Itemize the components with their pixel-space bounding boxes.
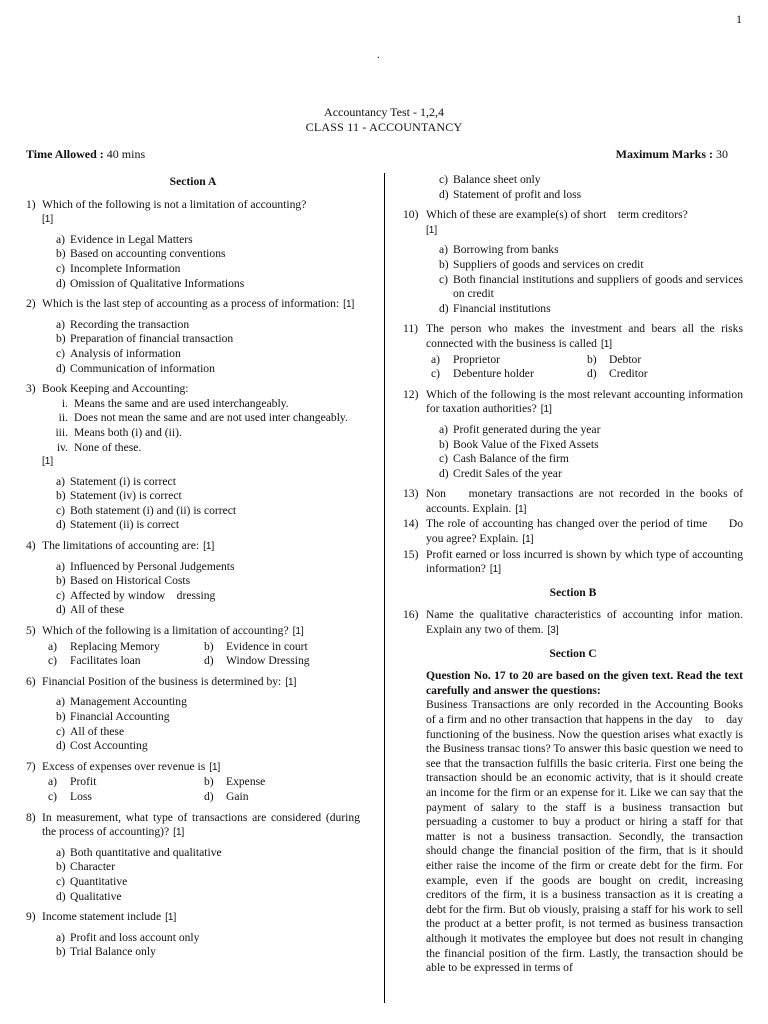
option [56,277,360,292]
option [56,574,360,589]
section-a-heading: Section A [169,175,217,188]
mark-label: [1] [489,564,502,576]
mark-label: [1] [292,626,304,638]
marks-label: Maximum Marks : [615,147,713,161]
option-label: c) [56,503,66,517]
options-list [56,695,360,753]
option-label: c) [48,789,58,803]
option [587,367,743,382]
option-text: Based on Historical Costs [70,574,191,588]
time-label: Time Allowed : [26,147,104,161]
option-label: a) [439,243,449,257]
question-number: 1) [26,197,36,211]
statement-list [30,397,360,455]
options-list-continued [439,173,743,202]
statement [30,426,360,441]
option-text: Statement (ii) is correct [70,518,180,532]
option [56,489,360,504]
option [439,302,743,317]
option-label: a) [56,474,66,488]
option-label: c) [56,724,66,738]
option-text: Profit [70,775,97,789]
option-text: Statement (i) is correct [70,474,176,488]
question-stem: Income statement include [42,910,162,924]
question-text: Book Keeping and Accounting: [42,382,189,396]
option-text: Statement (iv) is correct [70,489,182,503]
question-stem: Which of these are example(s) of short term creditors? [426,208,688,222]
option [56,332,360,347]
statement-label: ii. [58,411,68,425]
option-text: Financial institutions [453,301,551,315]
option-label: c) [56,261,66,275]
option [439,173,743,188]
option-label: c) [439,452,449,466]
option-label: d) [56,518,66,532]
options-list [56,560,360,618]
option-text: Both financial institutions and suppliers of goods and services on credit [453,272,743,301]
options-list [56,318,360,376]
option-label: b) [587,352,597,366]
option [56,475,360,490]
option-text: Suppliers of goods and services on credit [453,257,644,271]
question-text [42,811,360,841]
question-number: 6) [26,674,36,688]
question-number: 5) [26,624,36,638]
option-label: d) [56,889,66,903]
option [56,890,360,905]
option-text: Statement of profit and loss [453,187,582,201]
option-text: Evidence in court [226,639,308,653]
question-text [426,608,743,638]
option-label: a) [56,695,66,709]
mark-label: [3] [547,625,559,637]
question-number: 16) [403,608,419,622]
option-label: c) [439,173,449,186]
question-number: 2) [26,297,36,311]
option-label: d) [56,361,66,375]
option-text: Incomplete Information [70,261,181,275]
option-label: b) [204,639,214,653]
statement-text: Means the same and are used interchangeably. [74,396,289,410]
question-text [42,675,360,691]
question [26,198,360,228]
question-stem: Which of the following is a limitation of accounting? [42,624,289,638]
question-text [42,198,360,228]
mark-label: [1] [600,338,613,350]
question-stem: Which of the following is not a limitation of accounting? [42,197,307,211]
options-list [56,846,360,904]
question-text [42,297,360,313]
mark-label: [1] [209,761,221,773]
option [48,775,204,790]
question-stem: Which of the following is the most relevant accounting information for taxation authorities? [426,387,743,416]
option [439,438,743,453]
option-text: Both statement (i) and (ii) is correct [70,503,237,517]
option-text: Debenture holder [453,367,534,381]
question-stem: The role of accounting has changed over the period of time Do you agree? Explain. [426,517,746,546]
option [439,273,743,302]
option [204,775,360,790]
option-text: Analysis of information [70,346,181,360]
option-label: c) [56,588,66,602]
statement-label: iii. [55,425,68,439]
option-label: c) [439,272,449,286]
question [403,487,746,517]
option-label: a) [56,317,66,331]
option-text: Gain [226,789,249,803]
question-number: 9) [26,910,36,924]
option-text: Facilitates loan [70,654,141,668]
option [439,243,743,258]
right-column [403,173,746,976]
question [26,675,360,691]
question-number: 15) [403,547,419,561]
option [439,188,743,203]
options-grid [48,640,360,669]
option [56,931,360,946]
question-number: 4) [26,539,36,553]
option [56,725,360,740]
options-grid [431,353,743,382]
question-text [426,517,746,547]
mark-label: [1] [173,827,185,839]
question-stem: Non monetary transactions are not recorded in the books of accounts. Explain. [426,487,746,515]
question-text [42,910,360,926]
option-label: b) [439,437,449,451]
stray-dot: . [377,49,380,61]
statement-text: Does not mean the same and are not used inter changeably. [74,411,348,425]
option-text: Window Dressing [226,654,310,668]
option-label: d) [587,367,597,381]
option-label: a) [48,775,58,789]
question-number: 10) [403,208,419,222]
option-text: Evidence in Legal Matters [70,232,193,246]
option-label: a) [48,639,58,653]
option-text: Debtor [609,352,642,366]
question-text [426,208,743,238]
question-number: 11) [403,322,419,336]
option-label: d) [439,187,449,201]
question [403,388,743,418]
option-label: d) [439,466,449,480]
option-text: Both quantitative and qualitative [70,845,222,859]
option-label: b) [56,574,66,588]
question-stem: In measurement, what type of transactions are considered (during the process of accounting)? [42,810,360,839]
option-label: b) [56,489,66,503]
question-stem: Financial Position of the business is determined by: [42,674,282,688]
option-text: Replacing Memory [70,639,160,653]
mark-label: [1] [522,534,534,546]
option-text: Preparation of financial transaction [70,332,234,346]
option-text: Qualitative [70,889,122,903]
question-text [42,539,360,555]
question-stem: The person who makes the investment and bears all the risks connected with the business is called [426,322,743,350]
option-text: Profit generated during the year [453,422,601,436]
option-label: c) [56,874,66,888]
question-number: 7) [26,759,36,773]
statement [30,397,360,412]
question [26,539,360,555]
passage-text: Business Transactions are only recorded in the Accounting Books of a firm and no other transaction that happens in the day to day functioning of the business. Now the question arises what exactly is the Business transac tions? To answer this basic question we need to see that the transaction fulfills the basic criteria. First one being the transaction should be an economic activity, that is it should create an income for the firm or an expense for it. Like we can say that the payment of salary to the staff is a business transaction but persuading a customer to buy a product or hiring a staff for that matter is not a business transaction. Secondly, the transaction should change the financial position of the firm, that is it should either raise the income of the firm or create debt for the firm. For example, even if the goods are bought on credit, increasing creditors of the firm, it is a business transaction as it is creating a debt for the firm. But ob viously, praising a staff for his work to sell the product at a better profit, is not termed as business transaction although it motivates the employee but does not result in changing the financial position of the firm. Lastly, the transaction should be able to be expressed in terms of [426,698,746,975]
option [48,790,204,805]
option-label: b) [56,945,66,959]
question-number: 12) [403,387,419,401]
statement-text: None of these. [74,440,142,454]
option-label: d) [204,789,214,803]
option-text: Management Accounting [70,695,187,709]
option-label: b) [56,710,66,723]
option-label: b) [56,247,66,261]
option-label: b) [56,860,66,874]
option [431,353,587,368]
option-text: All of these [70,603,125,617]
mark-label: [1] [426,224,438,236]
column-divider [384,173,385,1003]
option-text: Cash Balance of the firm [453,452,569,466]
option [56,589,360,604]
option [439,452,743,467]
question-stem: Excess of expenses over revenue is [42,759,206,773]
option-text: Proprietor [453,352,501,366]
option-text: Influenced by Personal Judgements [70,559,235,573]
option [56,518,360,533]
statement [30,441,360,456]
options-list [56,475,360,533]
option-text: Credit Sales of the year [453,466,562,480]
section-c-heading: Section C [549,646,597,660]
option-label: a) [56,930,66,944]
option [56,710,360,725]
option [587,353,743,368]
option [56,318,360,333]
option [56,860,360,875]
option-label: d) [56,276,66,290]
option [439,467,743,482]
option [431,367,587,382]
options-list [439,243,743,316]
option [439,258,743,273]
option [56,875,360,890]
option-label: a) [439,422,449,436]
mark-label: [1] [515,503,527,515]
option-text: Based on accounting conventions [70,247,226,261]
test-title: Accountancy Test - 1,2,4 [324,105,444,119]
option [56,739,360,754]
option [56,846,360,861]
time-value: 40 mins [106,147,146,161]
question [403,608,743,638]
statement-text: Means both (i) and (ii). [74,425,182,439]
option-text: Character [70,860,116,874]
options-list [56,931,360,960]
option [56,247,360,262]
question [26,811,360,841]
option-label: b) [56,332,66,346]
option-label: a) [56,232,66,246]
option-text: Quantitative [70,874,128,888]
options-list [56,233,360,291]
option-label: d) [56,739,66,753]
option-text: Borrowing from banks [453,243,559,257]
option-label: d) [56,603,66,617]
mark-label: [1] [285,676,297,688]
case-study-passage [426,669,746,975]
option-text: Affected by window dressing [70,588,216,602]
option-label: b) [439,257,449,271]
option-label: c) [56,346,66,360]
mark-label: [1] [165,912,177,924]
option-label: c) [431,367,441,381]
option [56,504,360,519]
option-text: Balance sheet only [453,173,541,186]
question [403,517,746,547]
mark-label: [1] [42,214,54,226]
statement-label: i. [61,396,68,410]
question-text [42,624,360,640]
option-label: a) [431,352,441,366]
question-stem: The limitations of accounting are: [42,539,200,553]
question [26,760,360,776]
option-text: Financial Accounting [70,710,170,723]
options-list [439,423,743,481]
option [56,233,360,248]
option [56,560,360,575]
option [56,603,360,618]
option-text: Loss [70,789,92,803]
option-text: Expense [226,775,266,789]
option-label: d) [204,654,214,668]
option-text: All of these [70,724,125,738]
option [204,790,360,805]
question-stem: Profit earned or loss incurred is shown by which type of accounting information? [426,547,743,576]
option [56,945,360,960]
option-text: Trial Balance only [70,945,156,959]
option-label: b) [204,775,214,789]
question [26,382,360,397]
option [439,423,743,438]
mark-label: [1] [343,299,355,311]
statement [30,411,360,426]
option [56,695,360,710]
question-text [426,487,746,517]
question [26,297,360,313]
section-b-heading: Section B [549,585,597,599]
option-label: c) [48,654,58,668]
options-grid [48,775,360,804]
question-text [426,548,743,578]
question-text [426,322,743,352]
option-label: a) [56,845,66,859]
page-number: 1 [736,12,742,26]
question [403,548,743,578]
left-column [26,175,360,966]
question [26,910,360,926]
passage-heading: Question No. 17 to 20 are based on the given text. Read the text carefully and answer the questions: [426,669,743,697]
option-text: Book Value of the Fixed Assets [453,437,599,451]
option-text: Communication of information [70,361,215,375]
option [204,640,360,655]
option-text: Cost Accounting [70,739,148,753]
mark-label: [1] [540,404,552,416]
marks-value: 30 [716,147,728,161]
option-text: Recording the transaction [70,317,190,331]
maximum-marks [616,147,728,162]
mark-label: [1] [203,541,215,553]
time-allowed [26,147,145,162]
question-text [426,388,743,418]
option [204,654,360,669]
question-stem: Name the qualitative characteristics of accounting infor mation. Explain any two of them. [426,608,743,637]
class-title: CLASS 11 - ACCOUNTANCY [305,120,463,134]
question [403,208,743,238]
question-number: 14) [403,517,419,531]
option [48,640,204,655]
question-stem: Which is the last step of accounting as a process of information: [42,297,340,311]
question [403,322,743,352]
option [56,347,360,362]
statement-label: iv. [56,440,68,454]
question-number: 3) [26,382,36,396]
question-number: 8) [26,810,36,824]
question-text [42,760,360,776]
option-text: Omission of Qualitative Informations [70,276,245,290]
option [56,262,360,277]
option-text: Creditor [609,367,648,381]
mark-label: [1] [42,456,54,468]
option-text: Profit and loss account only [70,930,200,944]
option-label: a) [56,559,66,573]
option-label: d) [439,301,449,315]
option [56,362,360,377]
question-number: 13) [403,487,419,501]
option [48,654,204,669]
question [26,624,360,640]
